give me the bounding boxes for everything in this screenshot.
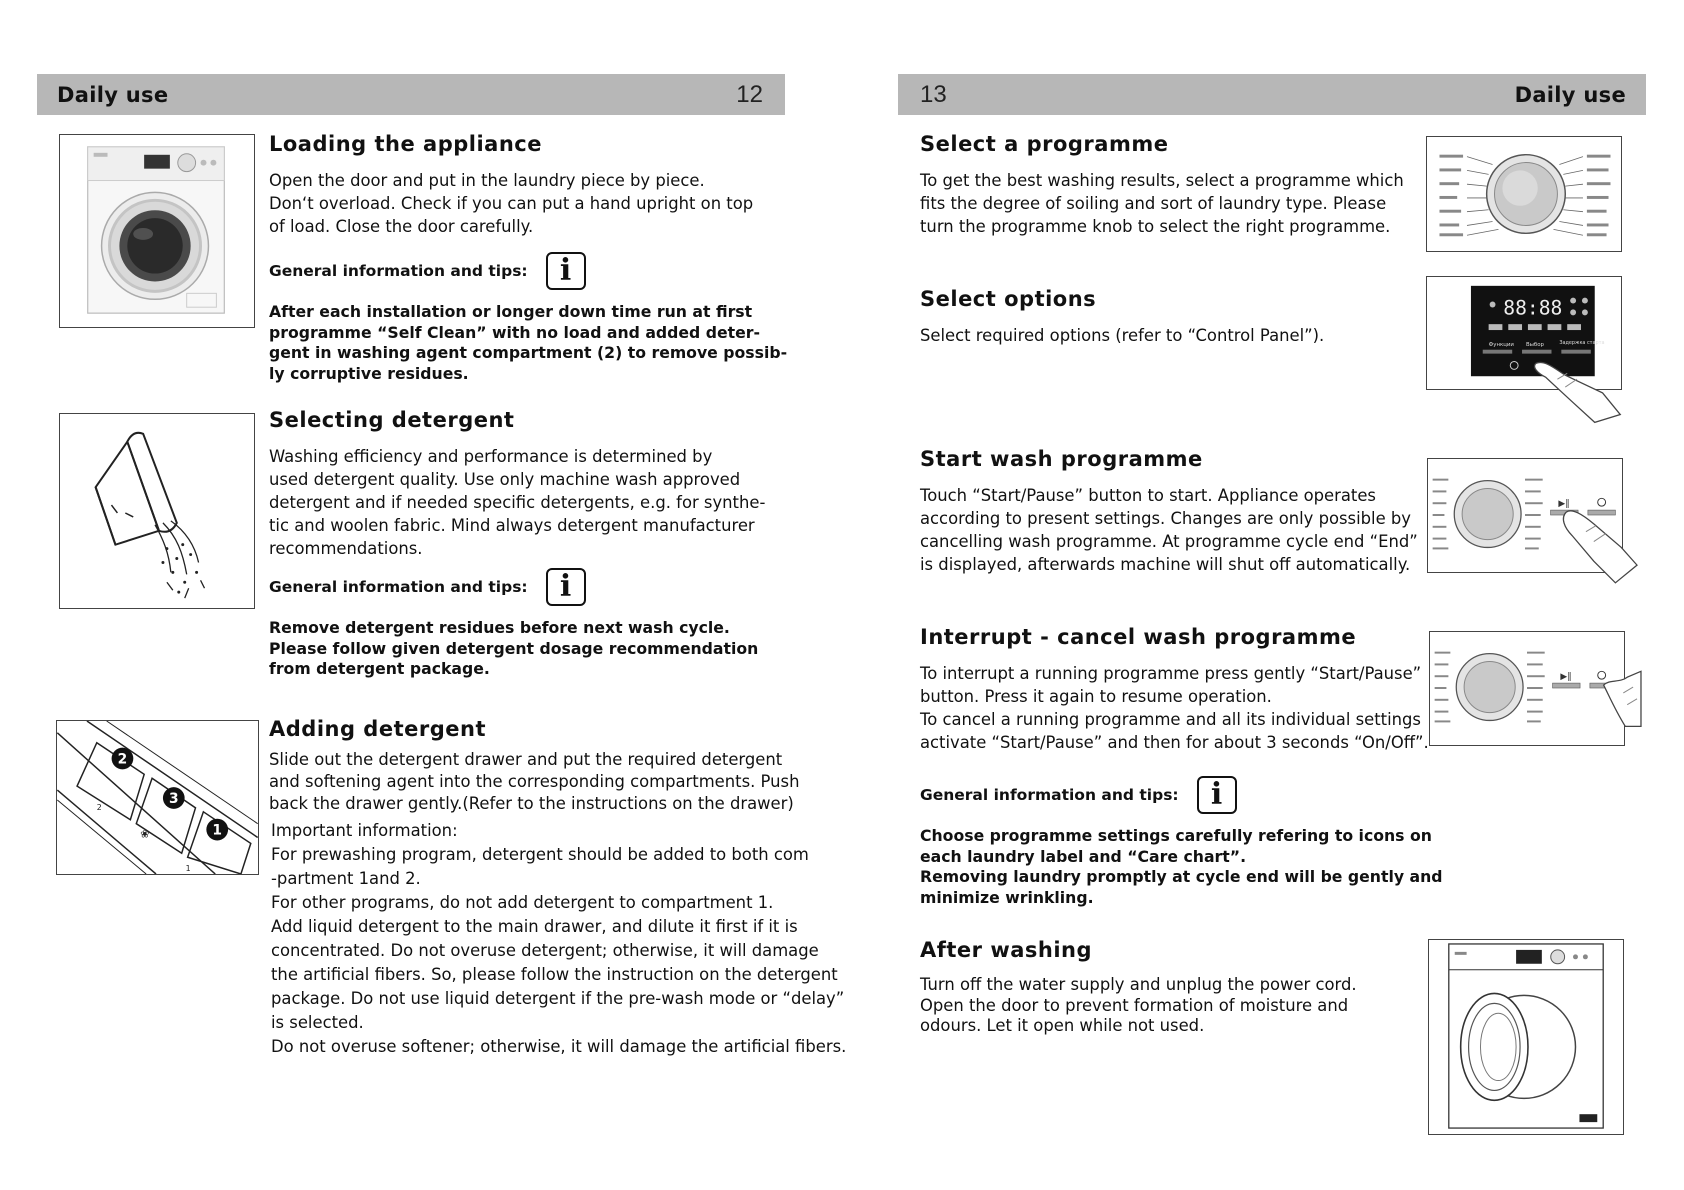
- interrupt-note: [920, 826, 1450, 908]
- drawer-sub-label-1: 1: [185, 864, 191, 874]
- play-pause-icon: ▶‖: [1558, 499, 1570, 510]
- tips-label: General information and tips:: [920, 786, 1179, 804]
- text-line: package. Do not use liquid detergent if the pre-wash mode or “delay”: [271, 989, 845, 1008]
- on-off-figure: [1429, 631, 1625, 746]
- selecting-tips-row: [269, 568, 789, 606]
- snowflake-icon: ❀: [140, 827, 150, 841]
- display-time: 88:88: [1503, 296, 1563, 320]
- selecting-text: [269, 445, 789, 560]
- text-line: according to present settings. Changes are only possible by: [920, 509, 1411, 528]
- text-line: Important information:: [271, 821, 458, 840]
- text-line: activate “Start/Pause” and then for about 3 seconds “On/Off”.: [920, 733, 1429, 752]
- text-line: recommendations.: [269, 539, 423, 558]
- after-text: [920, 975, 1420, 1037]
- start-pause-illustration: [1428, 459, 1622, 572]
- start-text: [920, 484, 1420, 576]
- start-title: Start wash programme: [920, 447, 1203, 471]
- panel-label-delay: Задержка старта: [1559, 339, 1605, 346]
- washing-machine-illustration: [60, 135, 254, 327]
- text-line: is displayed, afterwards machine will shut off automatically.: [920, 555, 1411, 574]
- note-line: After each installation or longer down time run at first: [269, 302, 753, 321]
- loading-title: Loading the appliance: [269, 132, 542, 156]
- select-programme-text: [920, 169, 1420, 238]
- text-line: Turn off the water supply and unplug the power cord.: [920, 975, 1357, 994]
- text-line: and softening agent into the corresponding compartments. Push: [269, 772, 800, 791]
- text-line: detergent and if needed specific detergents, e.g. for synthe-: [269, 493, 766, 512]
- compartment-2-label: 2: [117, 751, 128, 768]
- interrupt-tips-row: [920, 776, 1450, 814]
- text-line: Open the door to prevent formation of moisture and: [920, 995, 1349, 1015]
- tips-label: General information and tips:: [269, 578, 528, 596]
- text-line: fits the degree of soiling and sort of laundry type. Please: [920, 194, 1387, 213]
- text-line: -partment 1and 2.: [271, 869, 421, 888]
- after-section: [920, 938, 1420, 1037]
- text-line: Don‘t overload. Check if you can put a hand upright on top: [269, 194, 754, 213]
- right-page: [842, 0, 1684, 1190]
- text-line: To get the best washing results, select a programme which: [920, 171, 1404, 190]
- compartment-1-label: 1: [212, 822, 223, 839]
- loading-tips-row: [269, 252, 789, 290]
- start-pause-figure: [1427, 458, 1623, 573]
- text-line: Do not overuse softener; otherwise, it will damage the artificial fibers.: [271, 1037, 847, 1056]
- programme-knob-figure: [1426, 136, 1622, 252]
- note-line: Choose programme settings carefully refering to icons on: [920, 826, 1432, 845]
- panel-label-select: Выбор: [1525, 341, 1544, 348]
- drawer-sub-label-2: 2: [96, 802, 102, 812]
- open-door-illustration: [1429, 940, 1623, 1134]
- text-line: For prewashing program, detergent should be added to both com: [271, 845, 809, 864]
- loading-text: [269, 169, 789, 238]
- text-line: Touch “Start/Pause” button to start. Appliance operates: [920, 486, 1376, 505]
- tips-label: General information and tips:: [269, 262, 528, 280]
- control-panel-illustration: [1427, 277, 1621, 389]
- on-off-illustration: [1430, 632, 1624, 745]
- note-line: Please follow given detergent dosage recommendation: [269, 638, 759, 658]
- control-panel-figure: [1426, 276, 1622, 390]
- left-header-bar: [37, 74, 785, 115]
- selecting-title: Selecting detergent: [269, 408, 515, 432]
- panel-label-functions: Функции: [1488, 341, 1514, 348]
- note-line: ly corruptive residues.: [269, 363, 469, 383]
- adding-title: Adding detergent: [269, 717, 486, 741]
- text-line: of load. Close the door carefully.: [269, 217, 534, 236]
- adding-text: [269, 749, 849, 815]
- text-line: Select required options (refer to “Control Panel”).: [920, 326, 1325, 345]
- compartment-3-label: 3: [168, 790, 179, 807]
- text-line: Slide out the detergent drawer and put the required detergent: [269, 750, 783, 769]
- text-line: turn the programme knob to select the right programme.: [920, 217, 1391, 236]
- note-line: programme “Self Clean” with no load and added deter-: [269, 322, 760, 342]
- note-line: from detergent package.: [269, 659, 490, 678]
- text-line: For other programs, do not add detergent to compartment 1.: [271, 893, 774, 912]
- detergent-drawer-figure: [56, 720, 259, 875]
- right-header-title: Daily use: [1514, 82, 1626, 107]
- text-line: concentrated. Do not overuse detergent; otherwise, it will damage: [271, 941, 819, 960]
- left-page-number: 12: [736, 80, 763, 108]
- interrupt-section: [920, 625, 1450, 908]
- select-programme-title: Select a programme: [920, 132, 1169, 156]
- select-programme-section: [920, 132, 1420, 238]
- programme-knob-illustration: [1427, 137, 1621, 251]
- select-options-text: [920, 324, 1420, 347]
- right-header-bar: [898, 74, 1646, 115]
- text-line: To cancel a running programme and all its individual settings: [920, 710, 1421, 729]
- left-header-title: Daily use: [57, 82, 169, 107]
- text-line: Open the door and put in the laundry piece by piece.: [269, 171, 705, 190]
- text-line: tic and woolen fabric. Mind always detergent manufacturer: [269, 516, 755, 535]
- right-page-number: 13: [920, 80, 947, 108]
- note-line: minimize wrinkling.: [920, 887, 1094, 907]
- play-pause-icon: ▶‖: [1560, 672, 1572, 683]
- select-options-section: [920, 287, 1420, 347]
- info-icon: i: [546, 568, 586, 606]
- text-line: cancelling wash programme. At programme cycle end “End”: [920, 532, 1418, 551]
- text-line: odours. Let it open while not used.: [920, 1016, 1205, 1035]
- loading-section: [269, 132, 789, 384]
- text-line: back the drawer gently.(Refer to the instructions on the drawer): [269, 794, 794, 813]
- start-section: [920, 447, 1420, 576]
- text-line: button. Press it again to resume operation.: [920, 687, 1272, 706]
- note-line: gent in washing agent compartment (2) to remove possib-: [269, 343, 788, 362]
- important-information: [271, 819, 849, 1059]
- washing-machine-figure: [59, 134, 255, 328]
- detergent-pouring-figure: [59, 413, 255, 609]
- info-icon: i: [546, 252, 586, 290]
- interrupt-title: Interrupt - cancel wash programme: [920, 625, 1357, 649]
- open-door-figure: [1428, 939, 1624, 1135]
- loading-note: [269, 302, 789, 384]
- text-line: Add liquid detergent to the main drawer, and dilute it first if it is: [271, 917, 798, 936]
- note-line: Remove detergent residues before next wash cycle.: [269, 618, 730, 637]
- select-options-title: Select options: [920, 287, 1097, 311]
- note-line: each laundry label and “Care chart”.: [920, 846, 1247, 866]
- info-icon: i: [1197, 776, 1237, 814]
- text-line: Washing efficiency and performance is determined by: [269, 447, 713, 466]
- detergent-pouring-illustration: [60, 414, 254, 608]
- text-line: the artificial fibers. So, please follow the instruction on the detergent: [271, 965, 838, 984]
- text-line: used detergent quality. Use only machine wash approved: [269, 470, 741, 489]
- selecting-note: [269, 618, 789, 680]
- selecting-section: [269, 408, 789, 680]
- text-line: To interrupt a running programme press gently “Start/Pause”: [920, 664, 1422, 683]
- detergent-drawer-illustration: [57, 721, 258, 874]
- after-title: After washing: [920, 938, 1093, 962]
- note-line: Removing laundry promptly at cycle end will be gently and: [920, 867, 1443, 886]
- text-line: is selected.: [271, 1013, 364, 1032]
- interrupt-text: [920, 662, 1450, 754]
- adding-section: [269, 717, 849, 1059]
